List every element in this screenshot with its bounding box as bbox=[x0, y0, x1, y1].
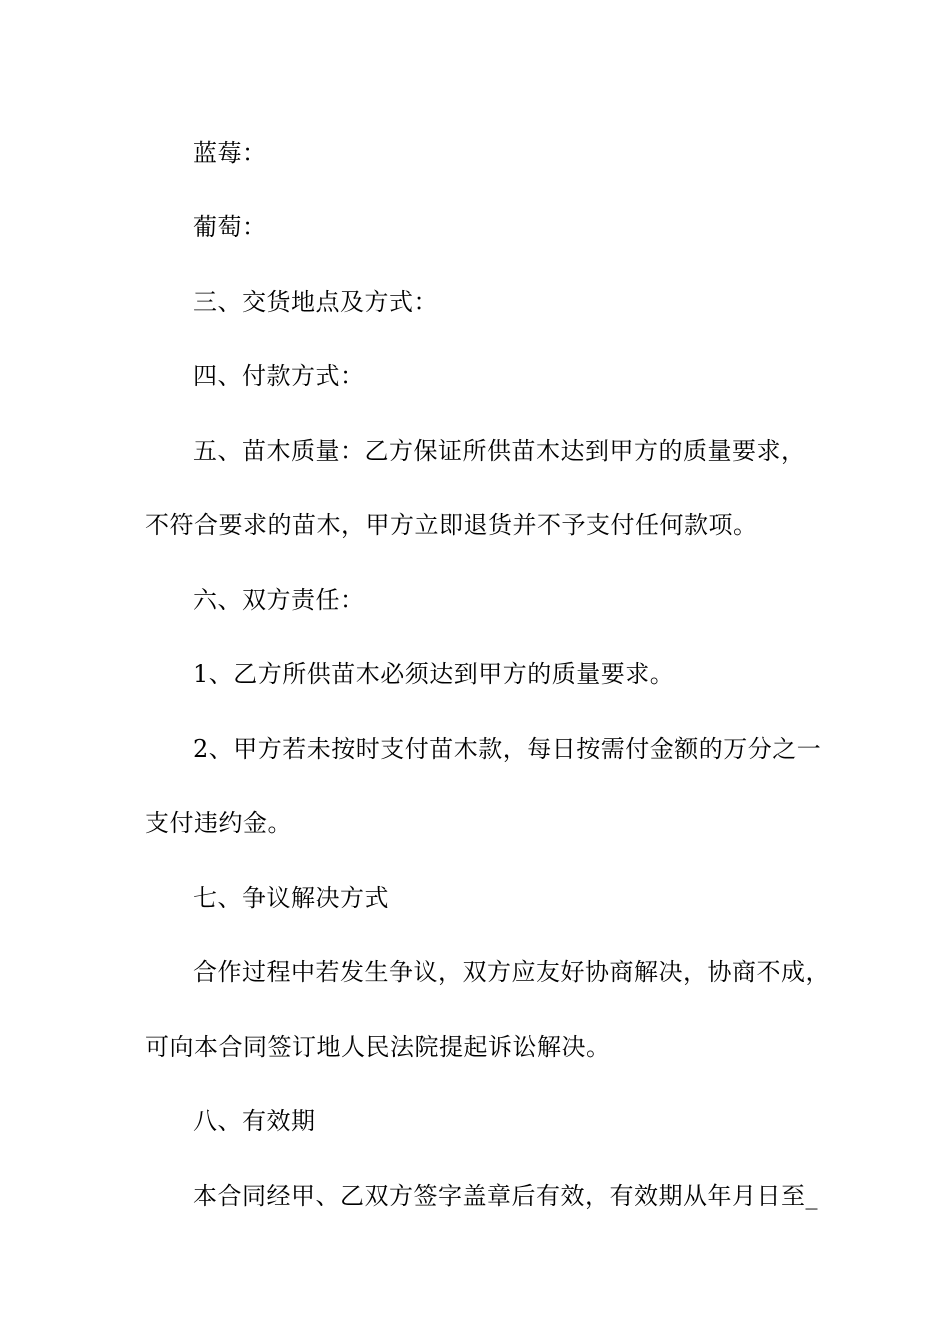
text-line-grape: 葡萄： bbox=[193, 213, 267, 241]
dispute-text-line-1: 合作过程中若发生争议，双方应友好协商解决，协商不成， bbox=[193, 958, 830, 986]
section-quality-line-2: 不符合要求的苗木，甲方立即退货并不予支付任何款项。 bbox=[145, 511, 758, 539]
section-heading-validity: 八、有效期 bbox=[193, 1107, 316, 1135]
validity-text-line-1: 本合同经甲、乙双方签字盖章后有效，有效期从年月日至_ bbox=[193, 1182, 818, 1210]
section-heading-payment: 四、付款方式： bbox=[193, 362, 365, 390]
section-heading-dispute: 七、争议解决方式 bbox=[193, 884, 389, 912]
dispute-text-line-2: 可向本合同签订地人民法院提起诉讼解决。 bbox=[145, 1033, 611, 1061]
section-heading-responsibilities: 六、双方责任： bbox=[193, 586, 365, 614]
section-quality-line-1: 五、苗木质量：乙方保证所供苗木达到甲方的质量要求， bbox=[193, 437, 806, 465]
text-line-blueberry: 蓝莓： bbox=[193, 139, 267, 167]
section-heading-delivery: 三、交货地点及方式： bbox=[193, 288, 438, 316]
responsibility-item-1: 1、乙方所供苗木必须达到甲方的质量要求。 bbox=[193, 660, 675, 688]
responsibility-item-2-line-2: 支付违约金。 bbox=[145, 809, 292, 837]
responsibility-item-2-line-1: 2、甲方若未按时支付苗木款，每日按需付金额的万分之一 bbox=[193, 735, 822, 763]
